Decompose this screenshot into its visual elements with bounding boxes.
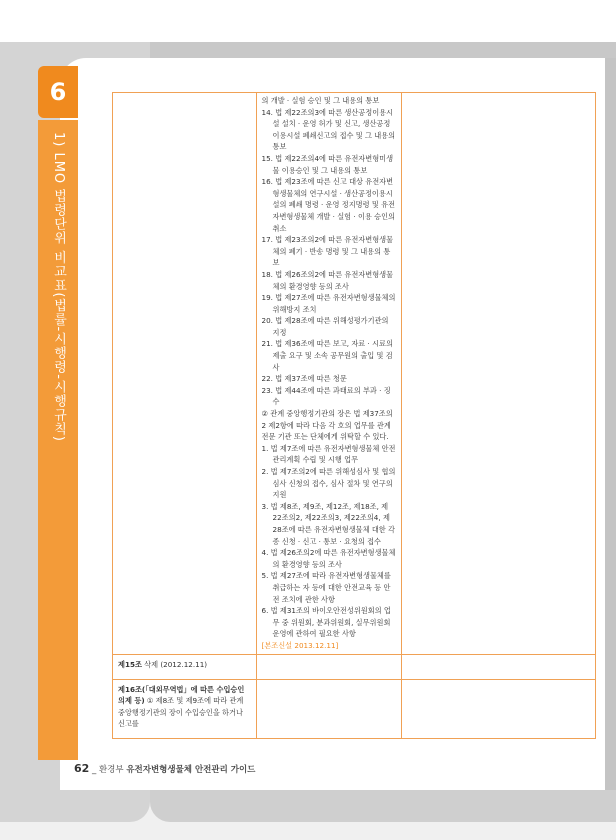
rule-cell — [402, 93, 596, 655]
law-cell — [113, 93, 257, 655]
list-item: 2. 법 제7조의2에 따른 위해성심사 및 협의심사 신청의 접수, 심사 절차 및 연구의 지원 — [261, 467, 396, 500]
rule-cell — [402, 679, 596, 738]
page-footer — [74, 762, 255, 775]
clause-2: ② 관계 중앙행정기관의 장은 법 제37조의2 제2항에 따라 다음 각 호의 업무를 관계 전문 기관 또는 단체에게 위탁할 수 있다. — [261, 409, 393, 442]
list-item: 6. 법 제31조의 바이오안전성위원회의 업무 중 위원회, 분과위원회, 실무위원회 운영에 관하여 필요한 사항 — [261, 606, 391, 639]
list-item: 21. 법 제36조에 따른 보고, 자료 · 시료의 제출 요구 및 소속 공무원의 출입 및 검사 — [261, 339, 393, 372]
article-16: 제16조(「대외무역법」에 따른 수입승인 의제 등) ① 제8조 및 제9조에 따라 관계 중앙행정기관의 장이 수입승인을 하거나 신고를 — [118, 684, 245, 729]
page-number: 62 — [74, 762, 90, 775]
list-item: 3. 법 제8조, 제9조, 제12조, 제18조, 제22조의2, 제22조의3, 제22조의4, 제28조에 따른 유전자변형생물체 대한 각종 신청 · 신고 · 통보 · 요청의 접수 — [261, 501, 395, 546]
list-item: 14. 법 제22조의3에 따른 생산공정이용시설 설치 · 운영 허가 및 신고, 생산공정이용시설 폐쇄신고의 접수 및 그 내용의 통보 — [261, 107, 396, 152]
list-item: 17. 법 제23조의2에 따른 유전자변형생물체의 폐기 · 반송 명령 및 그 내용의 통보 — [261, 235, 394, 268]
table-row — [113, 679, 596, 738]
chapter-title: 1) LMO 법령단위 비교표(법률-시행령-시행규칙) — [51, 132, 66, 442]
article-15: 제15조 삭제 (2012.12.11) — [118, 659, 208, 669]
list-item: 의 개발 · 실험 승인 및 그 내용의 통보 — [261, 96, 380, 105]
decree-content — [257, 93, 402, 654]
list-item: 20. 법 제28조에 따른 위해성평가기관의 지정 — [261, 316, 389, 337]
law-cell — [113, 679, 257, 738]
comparison-table — [112, 92, 596, 739]
list-item: 22. 법 제37조에 따른 청문 — [261, 374, 347, 384]
page-edge — [605, 58, 616, 790]
amendment-note: [본조신설 2013.12.11] — [261, 640, 339, 650]
chapter-number: 6 — [49, 78, 67, 106]
law-cell — [113, 654, 257, 679]
decree-cell — [256, 679, 402, 738]
list-item: 1. 법 제7조에 따른 유전자변형생물체 안전관리계획 수립 및 시행 업무 — [261, 443, 396, 465]
table-row — [113, 654, 596, 679]
chapter-tab — [38, 66, 78, 118]
decree-cell — [256, 654, 402, 679]
rule-cell — [402, 654, 596, 679]
list-item: 15. 법 제22조의4에 따른 유전자변형미생물 이용승인 및 그 내용의 통보 — [261, 153, 394, 175]
footer-separator: _ — [92, 765, 97, 775]
list-item: 19. 법 제27조에 따른 유전자변형생물체의 위해방지 조치 — [261, 293, 396, 314]
list-item: 18. 법 제26조의2에 따른 유전자변형생물체의 환경영향 등의 조사 — [261, 269, 394, 291]
list-item: 5. 법 제27조에 따라 유전자변형생물체를 취급하는 자 등에 대한 안전교육 등 안전 조치에 관한 사항 — [261, 571, 391, 604]
footer-publisher: 환경부 — [98, 765, 124, 775]
list-item: 23. 법 제44조에 따른 과태료의 부과 · 징수 — [261, 385, 391, 407]
footer-book-title: 유전자변형생물체 안전관리 가이드 — [126, 765, 256, 775]
list-item: 16. 법 제23조에 따른 신고 대상 유전자변형생물체의 연구시설 · 생산공정이용시설의 폐쇄 명령 · 운영 정지명령 및 유전자변형생물체 개발 · 실험 · 이용 승인의 취소 — [261, 177, 395, 233]
decree-cell — [256, 93, 402, 655]
top-margin — [0, 0, 616, 42]
list-item: 4. 법 제26조의2에 따른 유전자변형생물체의 환경영향 등의 조사 — [261, 548, 396, 569]
table-row — [113, 93, 596, 655]
